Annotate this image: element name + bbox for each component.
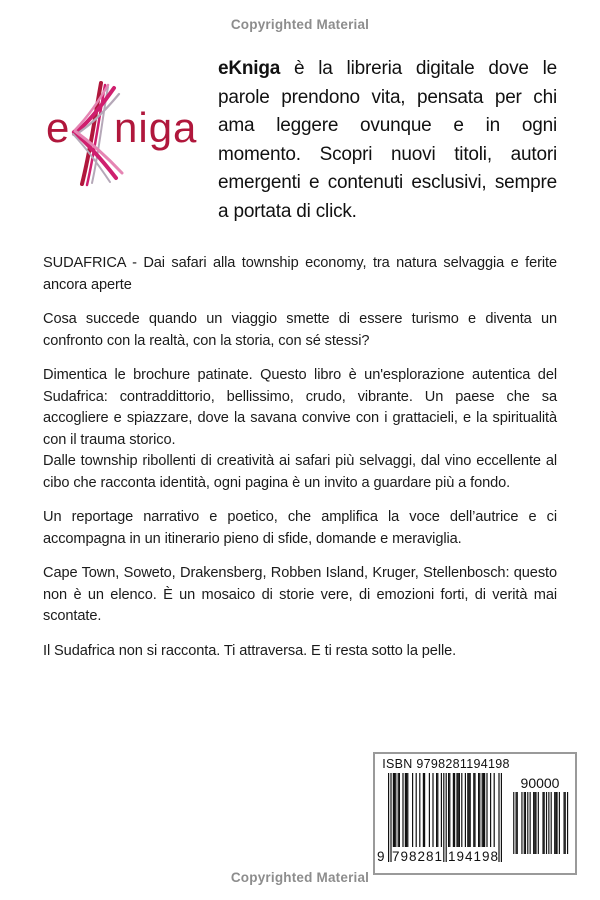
barcode-block (373, 752, 577, 875)
body-paragraph: Cosa succede quando un viaggio smette di essere turismo e diventa un confronto con la realtà, con la storia, con sé stessi? (43, 311, 557, 349)
body-paragraph: Dimentica le brochure patinate. Questo libro è un'esplorazione autentica del Sudafrica: contraddittorio, bellissimo, crudo, vibrante. Un paese che sa accogliere e spiazzare, dove la savana convive con i grattacieli, e la spiritualità con il trauma storico. (43, 367, 557, 448)
body-paragraph: Dalle township ribollenti di creatività ai safari più selvaggi, dal vino eccellente al cibo che racconta identità, ogni pagina è un invito a guardare più a fondo. (43, 453, 557, 491)
logo-letters-niga: niga (114, 104, 198, 151)
body-paragraph: Cape Town, Soweto, Drakensberg, Robben Island, Kruger, Stellenbosch: questo non è un elenco. È un mosaico di storie vere, di emozioni forti, di verità mai scontate. (43, 565, 557, 624)
publisher-blurb (218, 55, 557, 226)
barcode-lead-digit: 9 (377, 849, 385, 864)
barcode-digits-left: 798281 (392, 849, 444, 864)
copyright-notice-bottom: Copyrighted Material (230, 870, 370, 885)
publisher-blurb-text: è la libreria digitale dove le parole prendono vita, pensata per chi ama leggere ovunque e in ogni momento. Scopri nuovi titoli, autori emergenti e contenuti esclusivi, sempre a portata di click. (218, 58, 557, 222)
logo-letter-e: e (46, 104, 70, 151)
barcode-addon-price-code: 90000 (520, 775, 560, 791)
ean5-addon-barcode (512, 792, 569, 854)
body-paragraph: Un reportage narrativo e poetico, che amplifica la voce dell’autrice e ci accompagna in un itinerario pieno di sfide, domande e meraviglia. (43, 509, 557, 547)
body-paragraph: SUDAFRICA - Dai safari alla township economy, tra natura selvaggia e ferite ancora aperte (43, 255, 557, 293)
publisher-brand-name: eKniga (218, 58, 281, 79)
back-cover-description (43, 253, 557, 662)
isbn-label: ISBN 9798281194198 (382, 757, 510, 771)
barcode-digits-right: 194198 (448, 849, 500, 864)
copyright-notice-top: Copyrighted Material (230, 17, 370, 32)
ekniga-logo (42, 78, 202, 190)
body-paragraph: Il Sudafrica non si racconta. Ti attraversa. E ti resta sotto la pelle. (43, 642, 457, 659)
